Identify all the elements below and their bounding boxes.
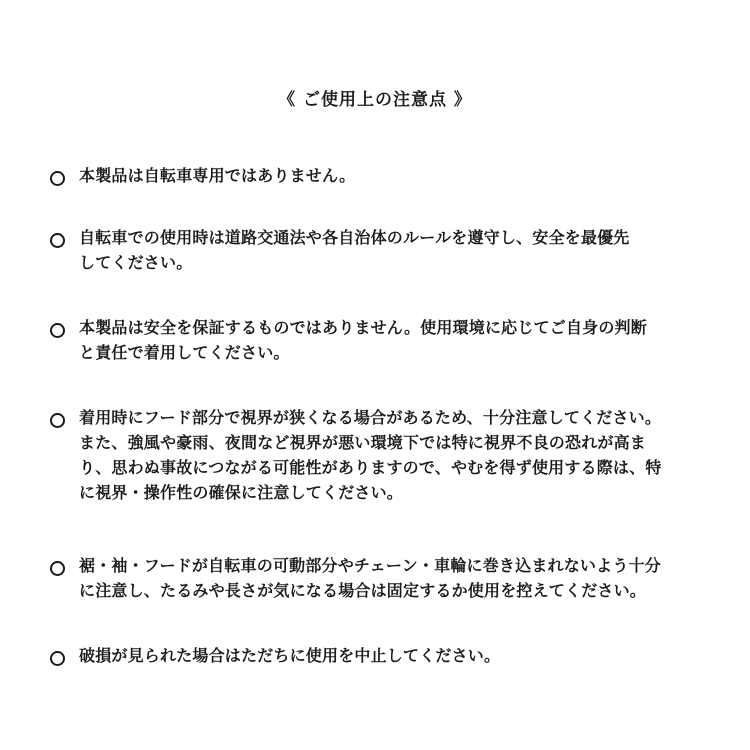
notice-title: 《 ご使用上の注意点 》 xyxy=(278,90,472,110)
notice-item xyxy=(50,166,710,191)
notice-text-line: と責任で着用してください。 xyxy=(79,343,290,362)
notice-text-line: 裾・袖・フードが自転車の可動部分やチェーン・車輪に巻き込まれないよう十分 xyxy=(79,556,661,575)
circle-bullet-icon xyxy=(50,561,65,576)
notice-text-line: 着用時にフード部分で視界が狭くなる場合があるため、十分注意してください。 xyxy=(79,408,662,427)
circle-bullet-icon xyxy=(50,233,65,248)
notice-text-line: に視界・操作性の確保に注意してください。 xyxy=(79,483,404,502)
circle-bullet-icon xyxy=(50,651,65,666)
notice-text-line: 自転車での使用時は道路交通法や各自治体のルールを遵守し、安全を最優先 xyxy=(79,228,630,247)
notice-text-line: してください。 xyxy=(79,253,193,272)
circle-bullet-icon xyxy=(50,413,65,428)
circle-bullet-icon xyxy=(50,171,65,186)
notice-item xyxy=(50,646,710,671)
notice-item xyxy=(50,228,710,278)
notice-text-line: 本製品は安全を保証するものではありません。使用環境に応じてご自身の判断 xyxy=(79,318,647,337)
notice-item xyxy=(50,408,710,508)
circle-bullet-icon xyxy=(50,323,65,338)
notice-text-line: り、思わぬ事故につながる可能性がありますので、やむを得ず使用する際は、特 xyxy=(79,458,662,477)
notice-item xyxy=(50,318,710,368)
notice-text-line: に注意し、たるみや長さが気になる場合は固定するか使用を控えてください。 xyxy=(79,581,647,600)
notice-text-line: 破損が見られた場合はただちに使用を中止してください。 xyxy=(79,646,501,665)
notice-text-line: また、強風や豪雨、夜間など視界が悪い環境下では特に視界不良の恐れが高ま xyxy=(79,433,647,452)
notice-text-line: 本製品は自転車専用ではありません。 xyxy=(79,166,356,185)
notice-item xyxy=(50,556,710,606)
